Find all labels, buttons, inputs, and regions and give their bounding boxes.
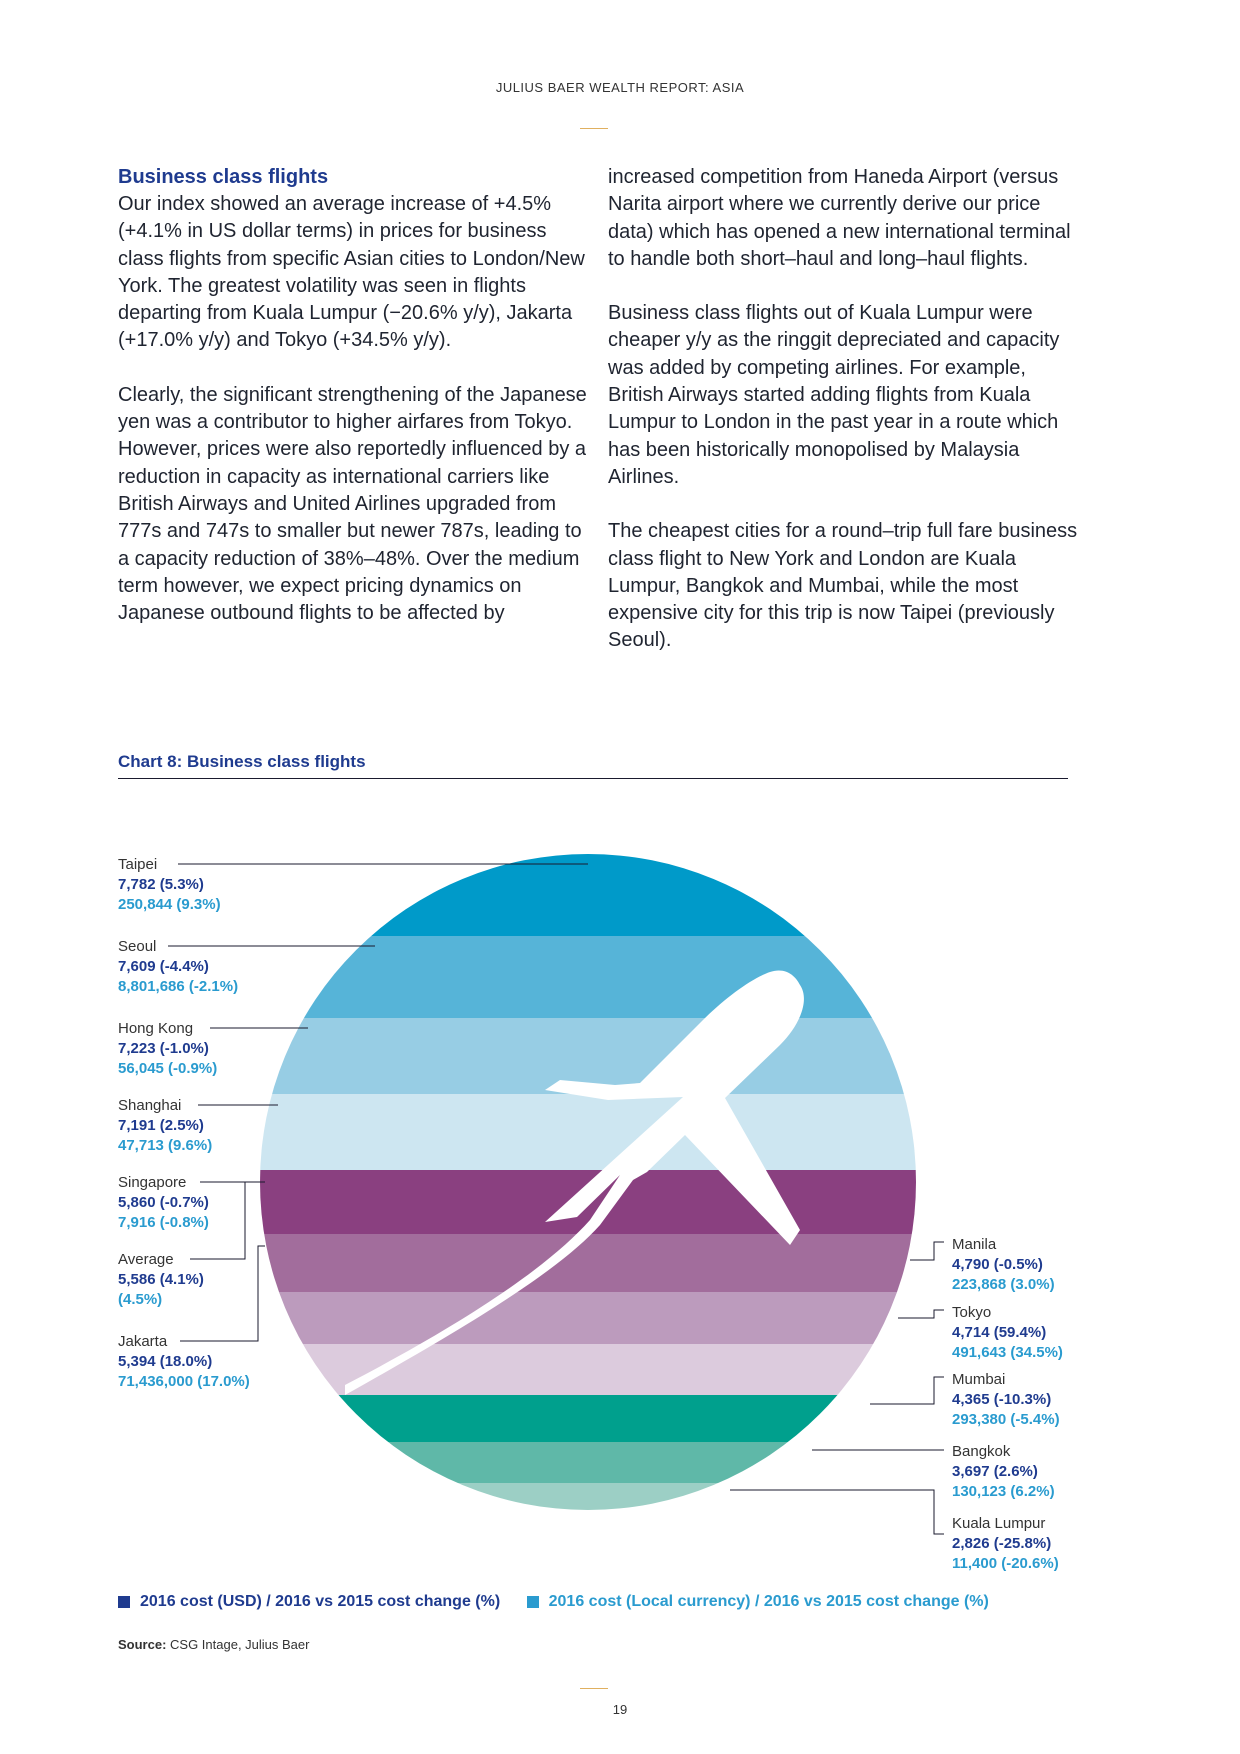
city-label-singapore — [118, 1174, 209, 1231]
leader-line — [910, 1242, 944, 1260]
page-number: 19 — [612, 1702, 628, 1717]
paragraph: The cheapest cities for a round–trip full fare business class flight to New York and London are Kuala Lumpur, Bangkok and Mumbai, while the most expensive city for this trip is now Taipei (previously Seoul). — [608, 520, 1078, 652]
city-name: Bangkok — [952, 1443, 1011, 1460]
paragraph: Our index showed an average increase of +4.5% (+4.1% in US dollar terms) in prices for business class flights from specific Asian cities to London/New York. The greatest volatility was seen in flights departing from Kuala Lumpur (−20.6% y/y), Jakarta (+17.0% y/y) and Tokyo (+34.5% y/y). — [118, 193, 585, 352]
paragraph: Business class flights out of Kuala Lumpur were cheaper y/y as the ringgit depreciated and capacity was added by competing airlines. For example, British Airways started adding flights from Kuala Lumpur to London in the past year in a route which has been historically monopolised by Malaysia Airlines. — [608, 302, 1060, 488]
footer-rule — [580, 1688, 608, 1689]
local-cost-label: 47,713 (9.6%) — [118, 1137, 213, 1154]
local-cost-label: 11,400 (-20.6%) — [952, 1555, 1059, 1572]
local-cost-label: 491,643 (34.5%) — [952, 1344, 1063, 1361]
usd-cost-label: 5,860 (-0.7%) — [118, 1194, 209, 1211]
globe-band — [250, 1018, 930, 1094]
local-cost-label: (4.5%) — [118, 1291, 163, 1308]
globe-band — [250, 850, 930, 936]
globe-band — [250, 1234, 930, 1292]
legend-label-usd: 2016 cost (USD) / 2016 vs 2015 cost change (%) — [140, 1593, 501, 1610]
city-name: Manila — [952, 1236, 997, 1253]
city-label-seoul — [118, 938, 238, 995]
chart-title: Chart 8: Business class flights — [118, 752, 366, 771]
city-name: Hong Kong — [118, 1020, 194, 1037]
city-name: Jakarta — [118, 1333, 168, 1350]
leader-line — [730, 1490, 944, 1534]
usd-cost-label: 3,697 (2.6%) — [952, 1463, 1038, 1480]
usd-cost-label: 7,782 (5.3%) — [118, 876, 204, 893]
city-label-mumbai — [952, 1371, 1060, 1428]
usd-cost-label: 7,223 (-1.0%) — [118, 1040, 209, 1057]
chart-source — [118, 1637, 309, 1652]
usd-cost-label: 2,826 (-25.8%) — [952, 1535, 1052, 1552]
local-cost-label: 293,380 (-5.4%) — [952, 1411, 1060, 1428]
usd-cost-label: 5,394 (18.0%) — [118, 1353, 213, 1370]
local-cost-label: 8,801,686 (-2.1%) — [118, 978, 239, 995]
local-cost-label: 130,123 (6.2%) — [952, 1483, 1055, 1500]
city-name: Average — [118, 1251, 174, 1268]
globe-band — [250, 936, 930, 1018]
legend-item-local — [527, 1593, 989, 1611]
city-label-shanghai — [118, 1097, 212, 1154]
usd-cost-label: 4,714 (59.4%) — [952, 1324, 1047, 1341]
paragraph: increased competition from Haneda Airport (versus Narita airport where we currently derive our price data) which has opened a new international terminal to handle both short–haul and long–haul flights. — [608, 166, 1071, 270]
city-name: Seoul — [118, 938, 157, 955]
legend-swatch-usd — [118, 1596, 130, 1608]
city-label-manila — [952, 1236, 1055, 1293]
city-label-jakarta — [118, 1333, 250, 1390]
source-label: Source: — [118, 1637, 167, 1652]
city-label-hong-kong — [118, 1020, 217, 1077]
report-header: JULIUS BAER WEALTH REPORT: ASIA — [495, 80, 745, 95]
city-name: Shanghai — [118, 1097, 182, 1114]
city-label-average — [118, 1251, 204, 1308]
city-label-tokyo — [952, 1304, 1063, 1361]
globe-band — [250, 1094, 930, 1170]
paragraph: Clearly, the significant strengthening of the Japanese yen was a contributor to higher airfares from Tokyo. However, prices were also reportedly influenced by a reduction in capacity as international carriers like British Airways and United Airlines upgraded from 777s and 747s to smaller but newer 787s, leading to a capacity reduction of 38%–48%. Over the medium term however, we expect pricing dynamics on Japanese outbound flights to be affected by — [118, 383, 587, 625]
usd-cost-label: 7,609 (-4.4%) — [118, 958, 209, 975]
city-name: Tokyo — [952, 1304, 992, 1321]
usd-cost-label: 4,790 (-0.5%) — [952, 1256, 1043, 1273]
legend-swatch-local — [527, 1596, 539, 1608]
globe-band — [250, 1442, 930, 1483]
legend-label-local: 2016 cost (Local currency) / 2016 vs 2015 cost change (%) — [548, 1593, 989, 1610]
globe-band — [250, 1395, 930, 1442]
local-cost-label: 56,045 (-0.9%) — [118, 1060, 218, 1077]
globe-band — [250, 1483, 930, 1523]
city-label-bangkok — [952, 1443, 1055, 1500]
city-name: Kuala Lumpur — [952, 1515, 1046, 1532]
leader-line — [898, 1310, 944, 1318]
city-label-taipei — [118, 856, 221, 913]
legend-item-usd — [118, 1593, 500, 1611]
local-cost-label: 250,844 (9.3%) — [118, 896, 221, 913]
usd-cost-label: 4,365 (-10.3%) — [952, 1391, 1052, 1408]
leader-line — [180, 1246, 265, 1341]
city-name: Mumbai — [952, 1371, 1006, 1388]
globe-band — [250, 1292, 930, 1344]
section-heading: Business class flights — [118, 166, 329, 188]
city-label-kuala-lumpur — [952, 1515, 1059, 1572]
local-cost-label: 7,916 (-0.8%) — [118, 1214, 209, 1231]
city-name: Taipei — [118, 856, 158, 873]
city-name: Singapore — [118, 1174, 187, 1191]
local-cost-label: 71,436,000 (17.0%) — [118, 1373, 250, 1390]
chart-legend — [118, 1593, 1011, 1613]
local-cost-label: 223,868 (3.0%) — [952, 1276, 1055, 1293]
usd-cost-label: 7,191 (2.5%) — [118, 1117, 204, 1134]
leader-line — [870, 1377, 944, 1404]
source-text: CSG Intage, Julius Baer — [166, 1637, 310, 1652]
usd-cost-label: 5,586 (4.1%) — [118, 1271, 204, 1288]
